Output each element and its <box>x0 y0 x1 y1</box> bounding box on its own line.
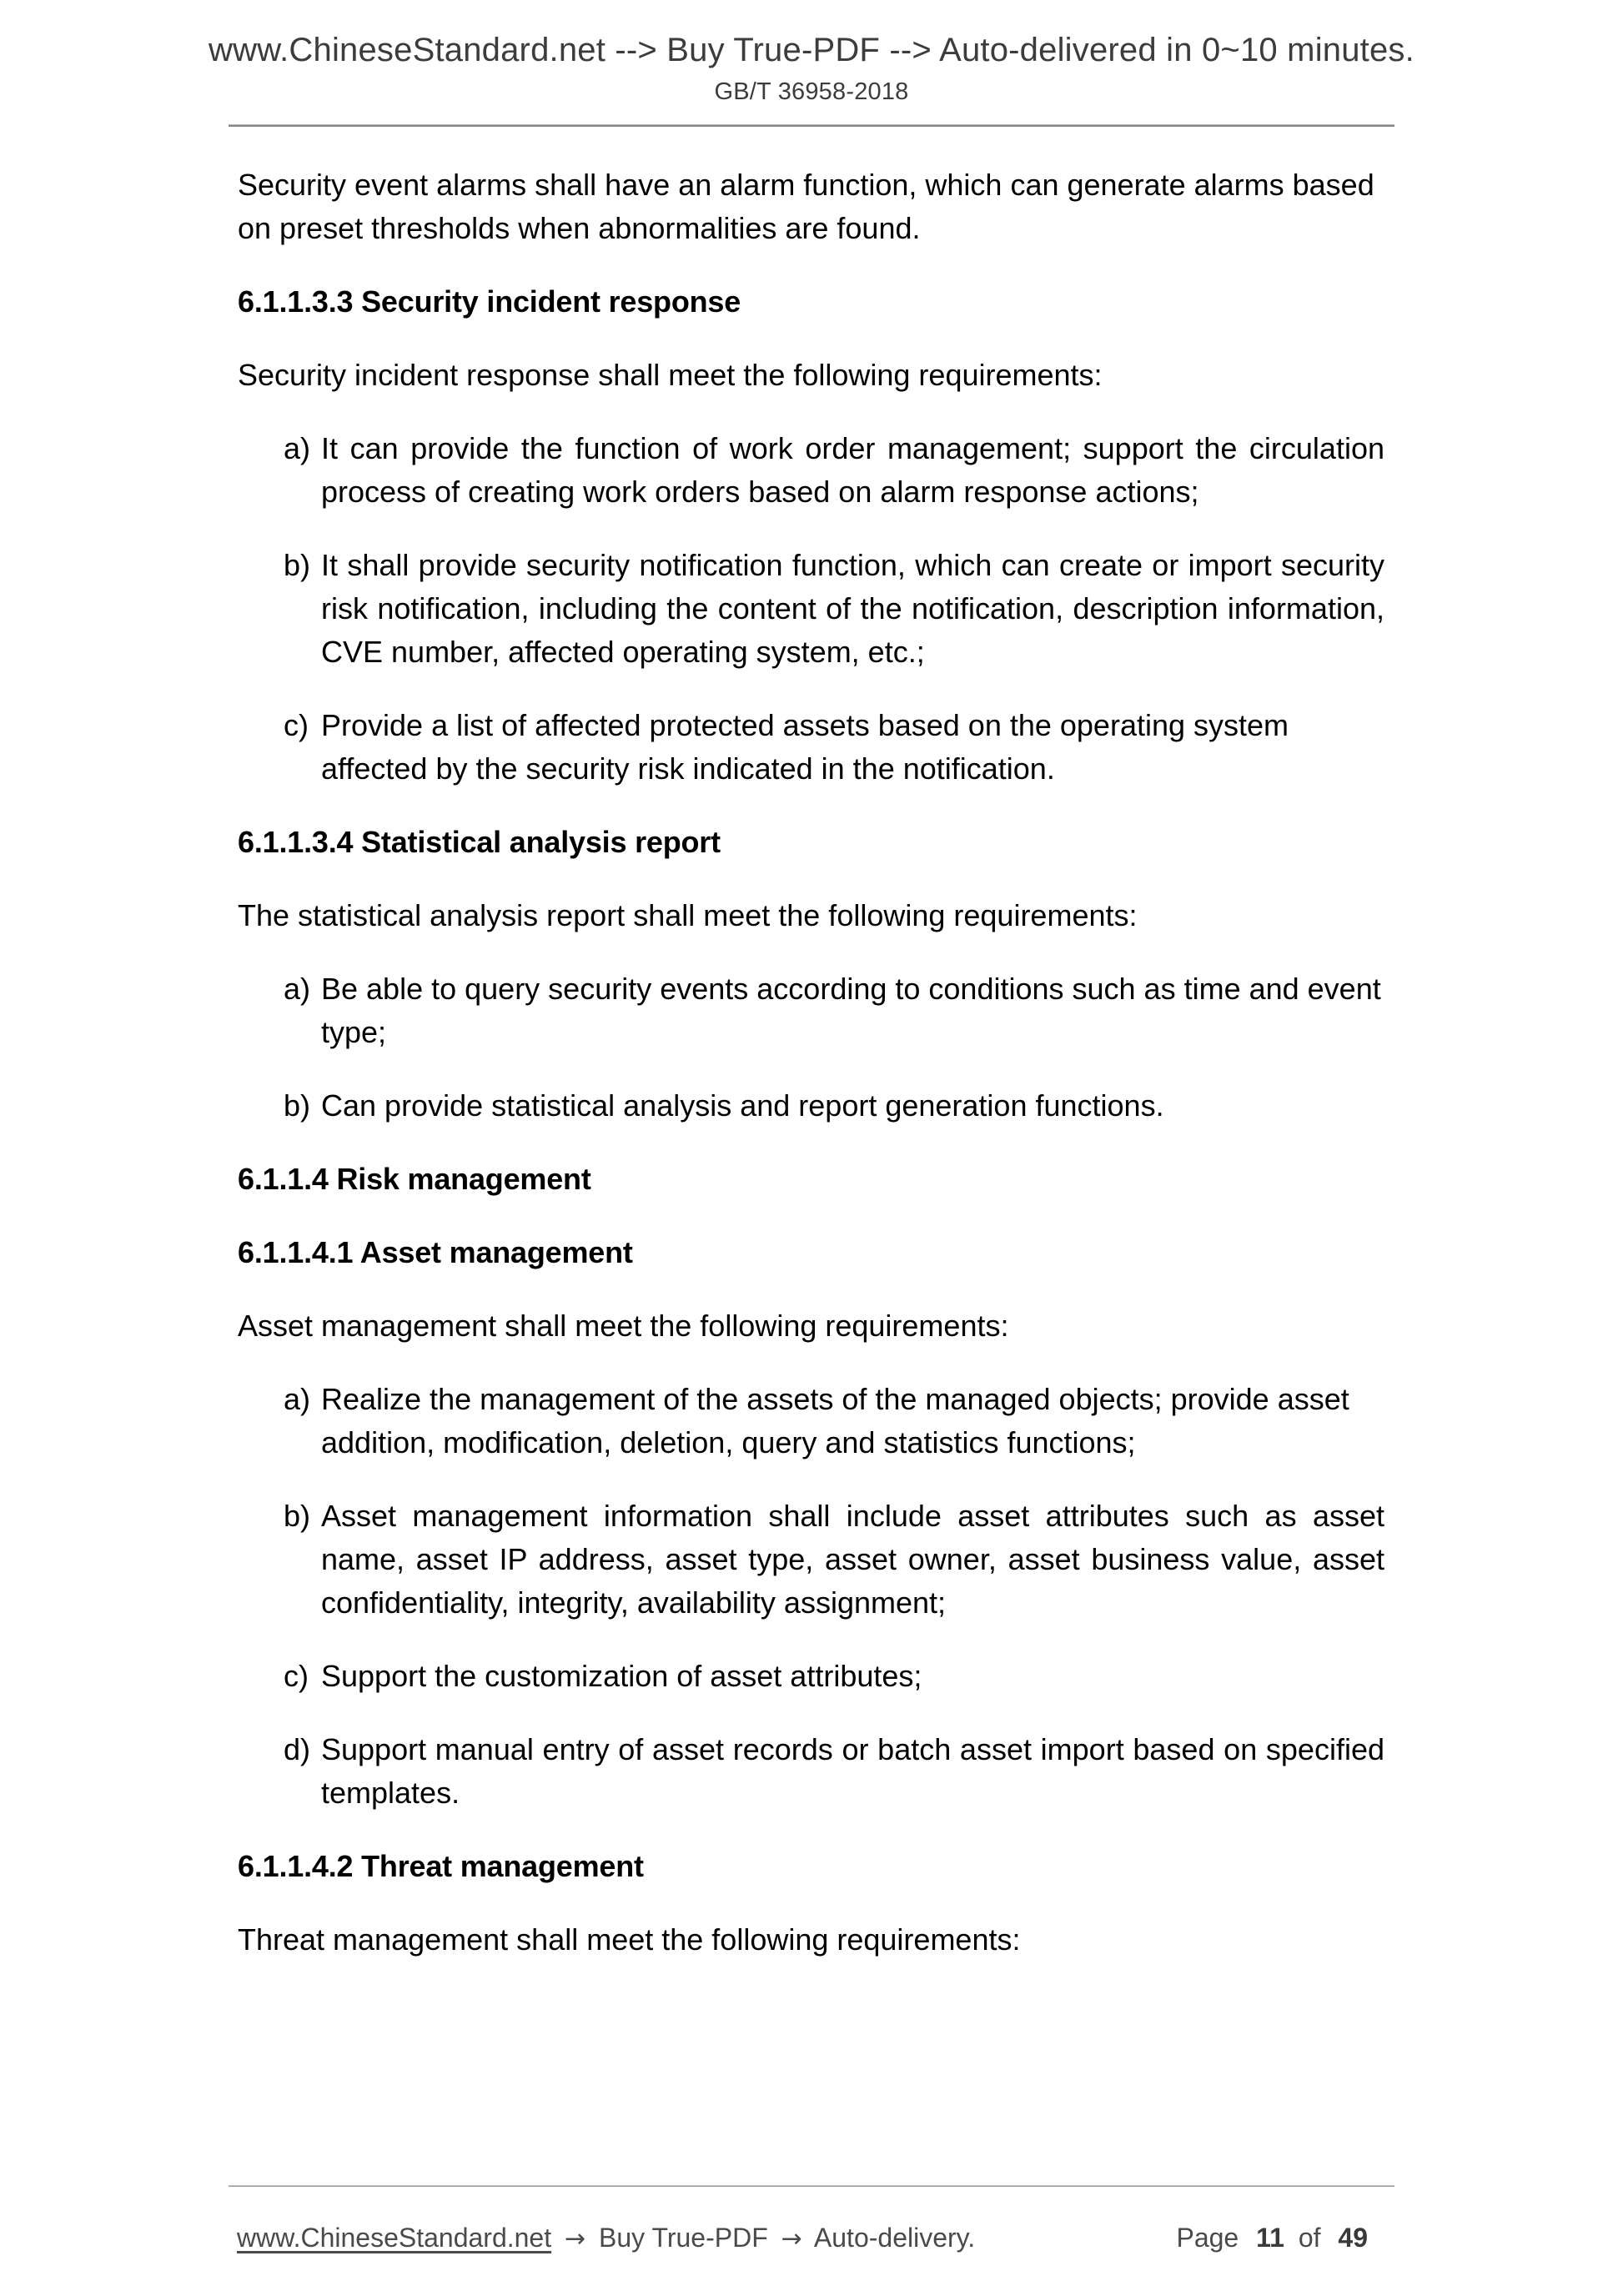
list-item-text: Can provide statistical analysis and report generation functions. <box>321 1088 1164 1123</box>
list-marker: b) <box>284 1499 311 1533</box>
current-page-number: 11 <box>1256 2223 1284 2253</box>
header-promo-text: www.ChineseStandard.net --> Buy True-PDF --> Auto-delivered in 0~10 minutes. <box>209 32 1414 68</box>
requirement-list-6-1-1-3-4 <box>238 967 1384 1128</box>
section-heading-6-1-1-4: 6.1.1.4 Risk management <box>238 1162 591 1196</box>
list-marker: a) <box>284 431 311 465</box>
list-marker: a) <box>284 972 311 1006</box>
arrow-right-icon: → <box>781 2224 802 2253</box>
section-heading-6-1-1-3-4: 6.1.1.3.4 Statistical analysis report <box>238 825 721 859</box>
list-item-text: Provide a list of affected protected assets based on the operating system affected by the security risk indicated in the notification. <box>321 708 1289 786</box>
list-marker: b) <box>284 548 311 582</box>
list-item-text: Support manual entry of asset records or batch asset import based on specified templates. <box>321 1732 1384 1810</box>
footer-url-link[interactable]: www.ChineseStandard.net <box>237 2223 552 2253</box>
requirement-list-6-1-1-3-3 <box>238 427 1384 791</box>
list-item <box>238 1378 1384 1465</box>
list-item <box>238 1084 1384 1128</box>
requirement-list-6-1-1-4-1 <box>238 1378 1384 1815</box>
list-item-text: Asset management information shall include asset attributes such as asset name, asset IP address, asset type, asset owner, asset business value, asset confidentiality, integrity, availability assignment; <box>321 1499 1384 1620</box>
footer-delivery-text: Auto-delivery. <box>813 2223 976 2253</box>
list-item <box>238 967 1384 1054</box>
list-item-text: Support the customization of asset attributes; <box>321 1659 922 1693</box>
page-indicator <box>1176 2223 1374 2253</box>
section-lead-6-1-1-4-2: Threat management shall meet the following requirements: <box>238 1922 1021 1957</box>
list-item-text: It shall provide security notification function, which can create or import security risk notification, including the content of the notification, description information, CVE number, affected operating system, etc.; <box>321 548 1384 669</box>
list-item <box>238 1655 1384 1698</box>
section-heading-6-1-1-4-2: 6.1.1.4.2 Threat management <box>238 1849 644 1883</box>
list-marker: b) <box>284 1088 311 1123</box>
list-marker: d) <box>284 1732 311 1766</box>
list-item-text: It can provide the function of work order management; support the circulation process of creating work orders based on alarm response actions; <box>321 431 1384 509</box>
of-label: of <box>1298 2223 1321 2253</box>
list-marker: c) <box>284 1659 309 1693</box>
header-standard-number: GB/T 36958-2018 <box>714 78 909 105</box>
page-footer <box>0 2185 1623 2296</box>
page-header <box>0 0 1623 127</box>
arrow-right-icon: → <box>565 2224 586 2253</box>
section-heading-6-1-1-4-1: 6.1.1.4.1 Asset management <box>238 1235 633 1269</box>
list-item-text: Be able to query security events according to conditions such as time and event type; <box>321 972 1381 1049</box>
footer-buy-text: Buy True-PDF <box>599 2223 768 2253</box>
total-page-count: 49 <box>1338 2223 1368 2253</box>
header-divider <box>229 124 1394 127</box>
list-marker: a) <box>284 1382 311 1416</box>
section-lead-6-1-1-3-3: Security incident response shall meet the following requirements: <box>238 358 1103 392</box>
footer-promo <box>237 2223 975 2253</box>
intro-paragraph: Security event alarms shall have an alarm function, which can generate alarms based on preset thresholds when abnormalities are found. <box>238 168 1374 245</box>
list-item <box>238 1495 1384 1625</box>
section-heading-6-1-1-3-3: 6.1.1.3.3 Security incident response <box>238 284 741 319</box>
list-item <box>238 704 1384 791</box>
section-lead-6-1-1-3-4: The statistical analysis report shall meet the following requirements: <box>238 898 1138 932</box>
document-content <box>238 163 1384 1992</box>
list-item <box>238 544 1384 674</box>
section-lead-6-1-1-4-1: Asset management shall meet the following requirements: <box>238 1309 1009 1343</box>
list-item-text: Realize the management of the assets of the managed objects; provide asset addition, modification, deletion, query and statistics functions; <box>321 1382 1349 1459</box>
list-item <box>238 1728 1384 1815</box>
list-marker: c) <box>284 708 309 742</box>
list-item <box>238 427 1384 514</box>
page-label: Page <box>1176 2223 1239 2253</box>
